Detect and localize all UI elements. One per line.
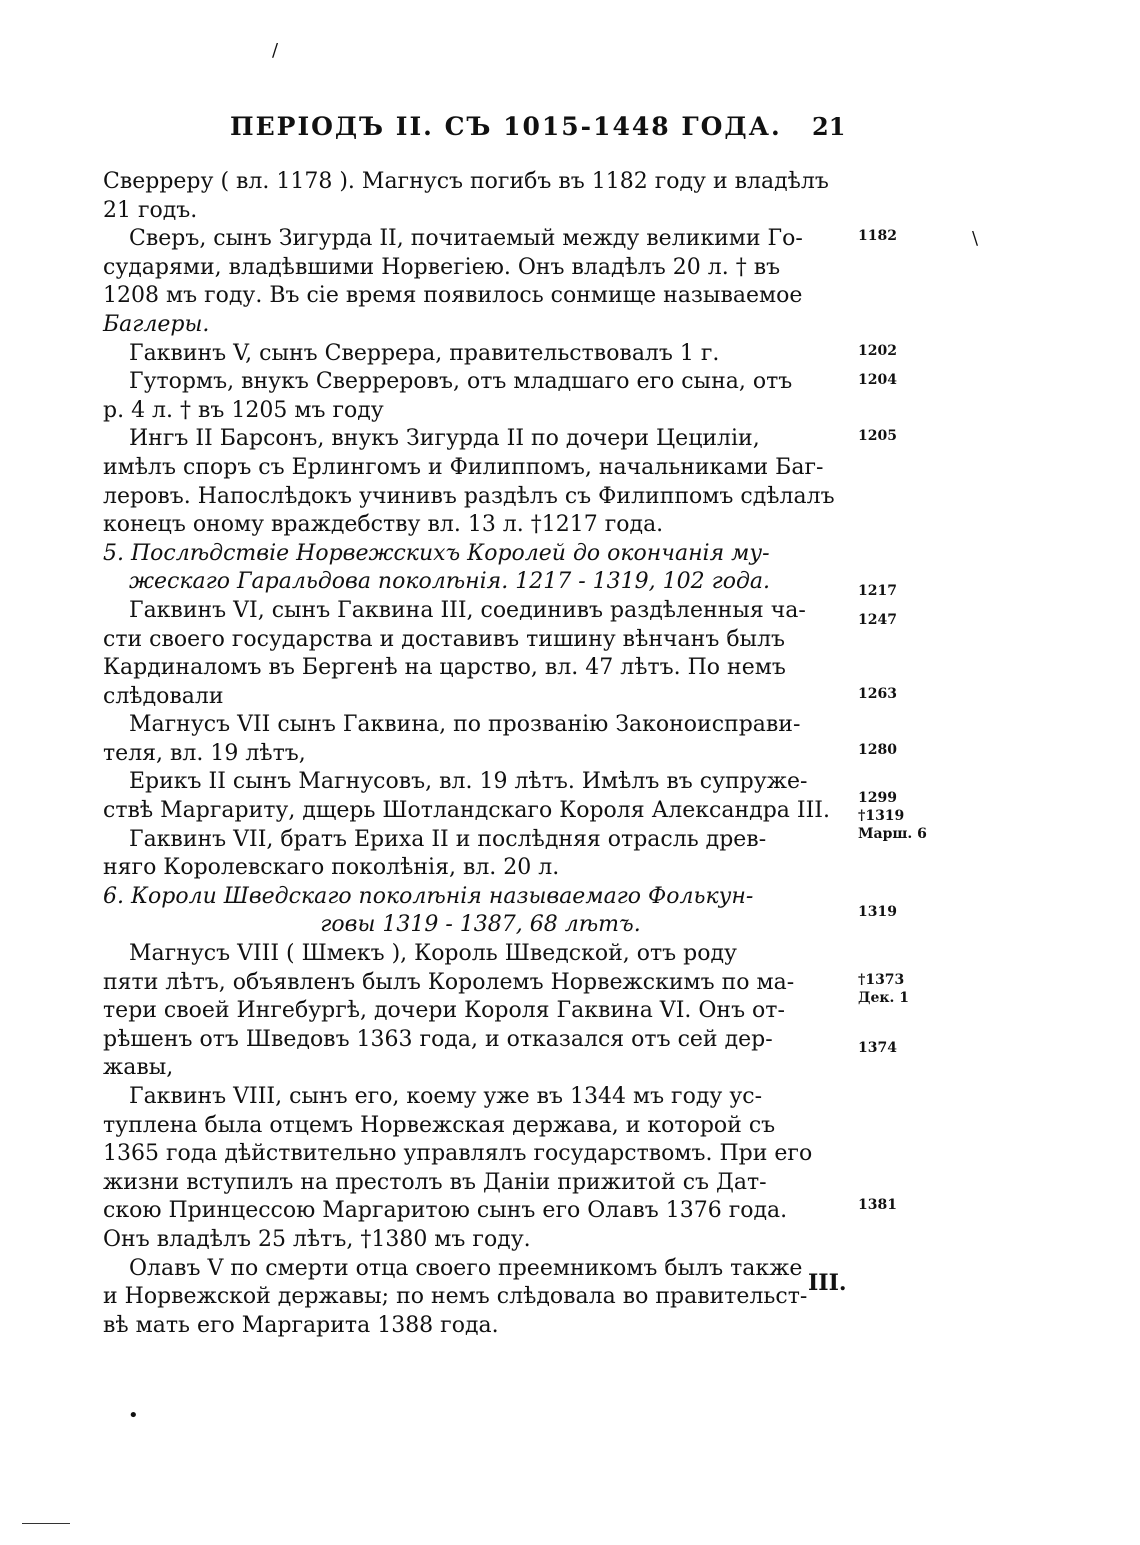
text-line: 21 годъ. xyxy=(103,197,198,223)
text-line: туплена была отцемъ Норвежская держава, и которой съ xyxy=(103,1112,776,1138)
text-line: Ингъ II Барсонъ, внукъ Зигурда II по дочери Цециліи, xyxy=(129,426,760,452)
text-line: Гаквинъ VI, сынъ Гаквина III, соединивъ раздѣленныя ча- xyxy=(129,597,806,623)
margin-note: †1373 xyxy=(858,972,905,988)
text-line: 1365 года дѣйствительно управлялъ государствомъ. При его xyxy=(103,1141,813,1167)
margin-note: 1319 xyxy=(858,904,897,920)
margin-note: 1280 xyxy=(858,742,897,758)
section-heading: 5. Послѣдствіе Норвежскихъ Королей до окончанія му- xyxy=(103,540,770,566)
text-line: Сверъ, сынъ Зигурда II, почитаемый между великими Го- xyxy=(129,226,803,252)
section-heading: говы 1319 - 1387, 68 лѣтъ. xyxy=(320,912,641,938)
section-heading: 6. Короли Шведскаго поколѣнія называемаго Фолькун- xyxy=(103,883,754,909)
text-line: Баглеры. xyxy=(103,311,210,337)
text-line: тери своей Ингебургѣ, дочери Короля Гаквина VI. Онъ от- xyxy=(103,998,785,1024)
text-line: жизни вступилъ на престолъ въ Даніи прижитой съ Дат- xyxy=(103,1169,767,1195)
section-heading: жескаго Гаральдова поколѣнія. 1217 - 1319, 102 года. xyxy=(129,569,771,595)
text-line: Онъ владѣлъ 25 лѣтъ, †1380 мъ году. xyxy=(103,1226,531,1252)
margin-note: 1381 xyxy=(858,1197,897,1213)
text-line: Сверреру ( вл. 1178 ). Магнусъ погибъ въ 1182 году и владѣлъ xyxy=(103,169,829,194)
margin-note: 1299 xyxy=(858,790,897,806)
margin-note: Дек. 1 xyxy=(858,990,909,1006)
scan-speck: \ xyxy=(972,228,979,249)
scan-speck: / xyxy=(272,40,279,61)
text-line: имѣлъ споръ съ Ерлингомъ и Филиппомъ, начальниками Баг- xyxy=(103,454,824,480)
margin-note: 1205 xyxy=(858,428,897,444)
text-line: Гутормъ, внукъ Сверреровъ, отъ младшаго его сына, отъ xyxy=(129,369,793,395)
margin-note: 1182 xyxy=(858,228,897,244)
text-line: леровъ. Напослѣдокъ учинивъ раздѣлъ съ Филиппомъ сдѣлалъ xyxy=(103,483,835,509)
text-line: няго Королевскаго поколѣнія, вл. 20 л. xyxy=(103,855,560,881)
text-line: Олавъ V по смерти отца своего преемникомъ былъ также xyxy=(129,1255,803,1281)
text-line: конецъ оному враждебству вл. 13 л. †1217 года. xyxy=(103,512,664,538)
text-line: Магнусъ VII сынъ Гаквина, по прозванію Законоисправи- xyxy=(129,712,801,738)
text-line: Гаквинъ VIII, сынъ его, коему уже въ 1344 мъ году ус- xyxy=(129,1084,763,1109)
text-line: пяти лѣтъ, объявленъ былъ Королемъ Норвежскимъ по ма- xyxy=(103,969,795,995)
margin-note: 1204 xyxy=(858,372,897,388)
margin-note: 1217 xyxy=(858,583,897,599)
text-line: рѣшенъ отъ Шведовъ 1363 года, и отказался отъ сей дер- xyxy=(103,1026,773,1052)
text-line: р. 4 л. † въ 1205 мъ году xyxy=(103,397,384,423)
scan-speck: • xyxy=(128,1405,139,1426)
margin-note: 1202 xyxy=(858,343,897,359)
text-line: сударями, владѣвшими Норвегіею. Онъ владѣлъ 20 л. † въ xyxy=(103,254,781,280)
margin-note: Марш. 6 xyxy=(858,826,927,842)
text-line: Гаквинъ V, сынъ Сверрера, правительствовалъ 1 г. xyxy=(129,340,720,366)
margin-note: 1374 xyxy=(858,1040,897,1056)
text-line: жавы, xyxy=(103,1055,174,1081)
text-line: 1208 мъ году. Въ сіе время появилось сонмище называемое xyxy=(103,283,803,309)
text-line: Ерикъ II сынъ Магнусовъ, вл. 19 лѣтъ. Имѣлъ въ супруже- xyxy=(129,769,808,795)
text-line: Магнусъ VIII ( Шмекъ ), Король Шведской, отъ роду xyxy=(129,941,737,967)
text-line: сти своего государства и доставивъ тишину вѣнчанъ былъ xyxy=(103,626,786,652)
main-text xyxy=(103,168,858,1340)
text-line: и Норвежской державы; по немъ слѣдовала во правительст- xyxy=(103,1284,808,1310)
text-line: слѣдовали xyxy=(103,683,224,709)
text-line: Гаквинъ VII, братъ Ериха II и послѣдняя отрасль древ- xyxy=(129,826,767,852)
signature-mark: III. xyxy=(808,1270,847,1296)
text-line: ствѣ Маргариту, дщерь Шотландскаго Короля Александра III. xyxy=(103,798,830,824)
margin-note: †1319 xyxy=(858,808,905,824)
text-line: скою Принцессою Маргаритою сынъ его Олавъ 1376 года. xyxy=(103,1198,788,1224)
running-header: ПЕРІОДЪ II. СЪ 1015-1448 ГОДА. xyxy=(230,112,782,141)
margin-note: 1247 xyxy=(858,612,897,628)
text-line: Кардиналомъ въ Бергенѣ на царство, вл. 47 лѣтъ. По немъ xyxy=(103,655,786,681)
scan-line xyxy=(22,1523,70,1524)
page-number: 21 xyxy=(812,112,846,141)
text-line: теля, вл. 19 лѣтъ, xyxy=(103,740,306,766)
text-line: вѣ мать его Маргарита 1388 года. xyxy=(103,1312,499,1338)
margin-note: 1263 xyxy=(858,686,897,702)
